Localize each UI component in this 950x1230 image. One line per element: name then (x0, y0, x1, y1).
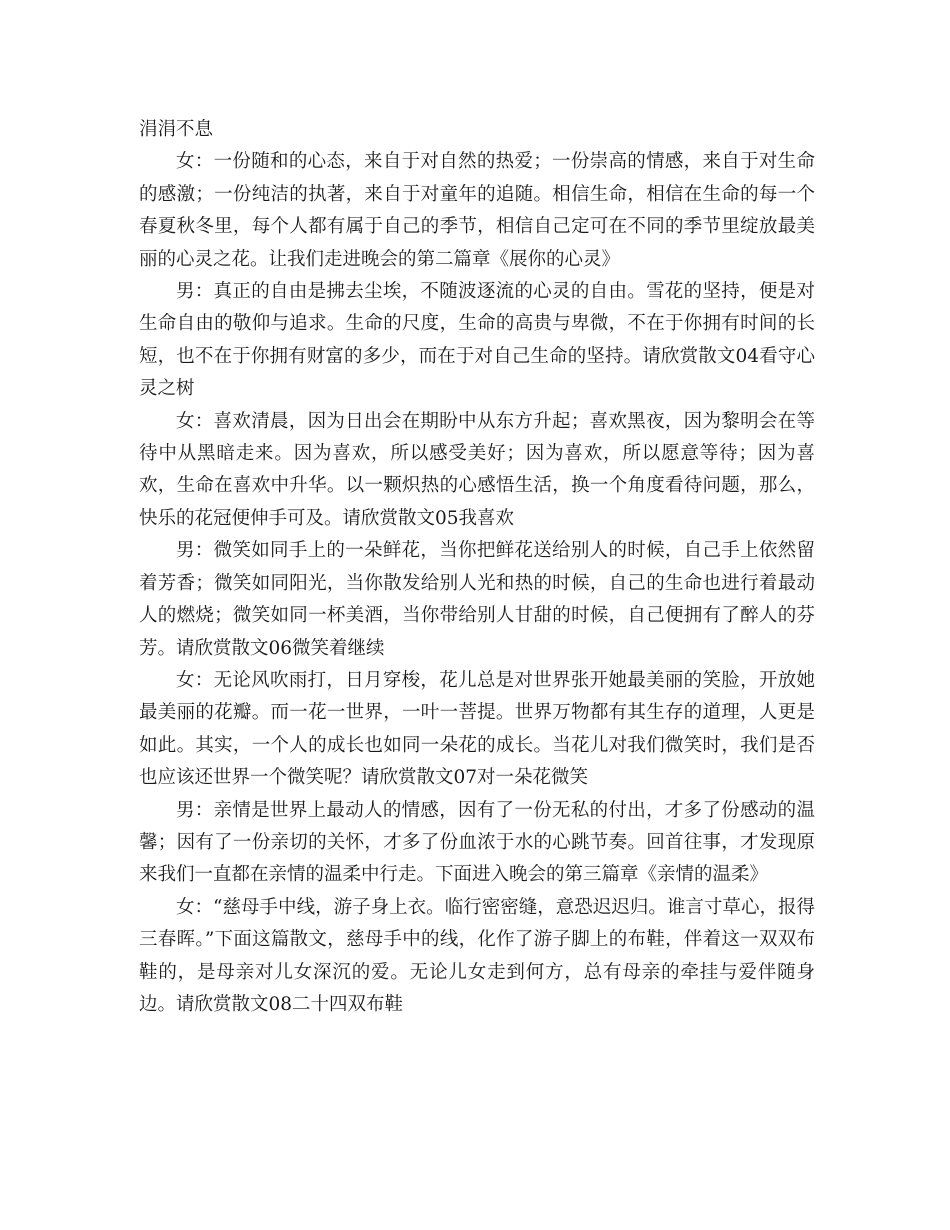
paragraph-female-3: 女：无论风吹雨打，日月穿梭，花儿总是对世界张开她最美丽的笑脸，开放她最美丽的花瓣。而一花一世界，一叶一菩提。世界万物都有其生存的道理，人更是如此。其实，一个人的成长也如同一朵花的成长。当花儿对我们微笑时，我们是否也应该还世界一个微笑呢？请欣赏散文07对一朵花微笑 (139, 669, 815, 789)
document-body (139, 114, 815, 1021)
paragraph-male-1: 男：真正的自由是拂去尘埃，不随波逐流的心灵的自由。雪花的坚持，便是对生命自由的敬仰与追求。生命的尺度，生命的高贵与卑微，不在于你拥有时间的长短，也不在于你拥有财富的多少，而在于对自己生命的坚持。请欣赏散文04看守心灵之树 (139, 281, 815, 400)
paragraph-male-2: 男：微笑如同手上的一朵鲜花，当你把鲜花送给别人的时候，自己手上依然留着芳香；微笑如同阳光，当你散发给别人光和热的时候，自己的生命也进行着最动人的燃烧；微笑如同一杯美酒，当你带给别人甘甜的时候，自己便拥有了醉人的芬芳。请欣赏散文06微笑着继续 (139, 540, 815, 659)
paragraph-female-2: 女：喜欢清晨，因为日出会在期盼中从东方升起；喜欢黑夜，因为黎明会在等待中从黑暗走来。因为喜欢，所以感受美好；因为喜欢，所以愿意等待；因为喜欢，生命在喜欢中升华。以一颗炽热的心感悟生活，换一个角度看待问题，那么，快乐的花冠便伸手可及。请欣赏散文05我喜欢 (139, 410, 815, 529)
paragraph-female-1: 女：一份随和的心态，来自于对自然的热爱；一份崇高的情感，来自于对生命的感激；一份纯洁的执著，来自于对童年的追随。相信生命，相信在生命的每一个春夏秋冬里，每个人都有属于自己的季节，相信自己定可在不同的季节里绽放最美丽的心灵之花。让我们走进晚会的第二篇章《展你的心灵》 (139, 151, 815, 270)
paragraph-female-4: 女：“慈母手中线，游子身上衣。临行密密缝，意恐迟迟归。谁言寸草心，报得三春晖。”下面这篇散文，慈母手中的线，化作了游子脚上的布鞋，伴着这一双双布鞋的，是母亲对儿女深沉的爱。无论儿女走到何方，总有母亲的牵挂与爱伴随身边。请欣赏散文08二十四双布鞋 (139, 896, 815, 1015)
paragraph-male-3: 男：亲情是世界上最动人的情感，因有了一份无私的付出，才多了份感动的温馨；因有了一份亲切的关怀，才多了份血浓于水的心跳节奏。回首往事，才发现原来我们一直都在亲情的温柔中行走。下面进入晚会的第三篇章《亲情的温柔》 (139, 799, 815, 886)
continued-line: 涓涓不息 (139, 119, 214, 140)
